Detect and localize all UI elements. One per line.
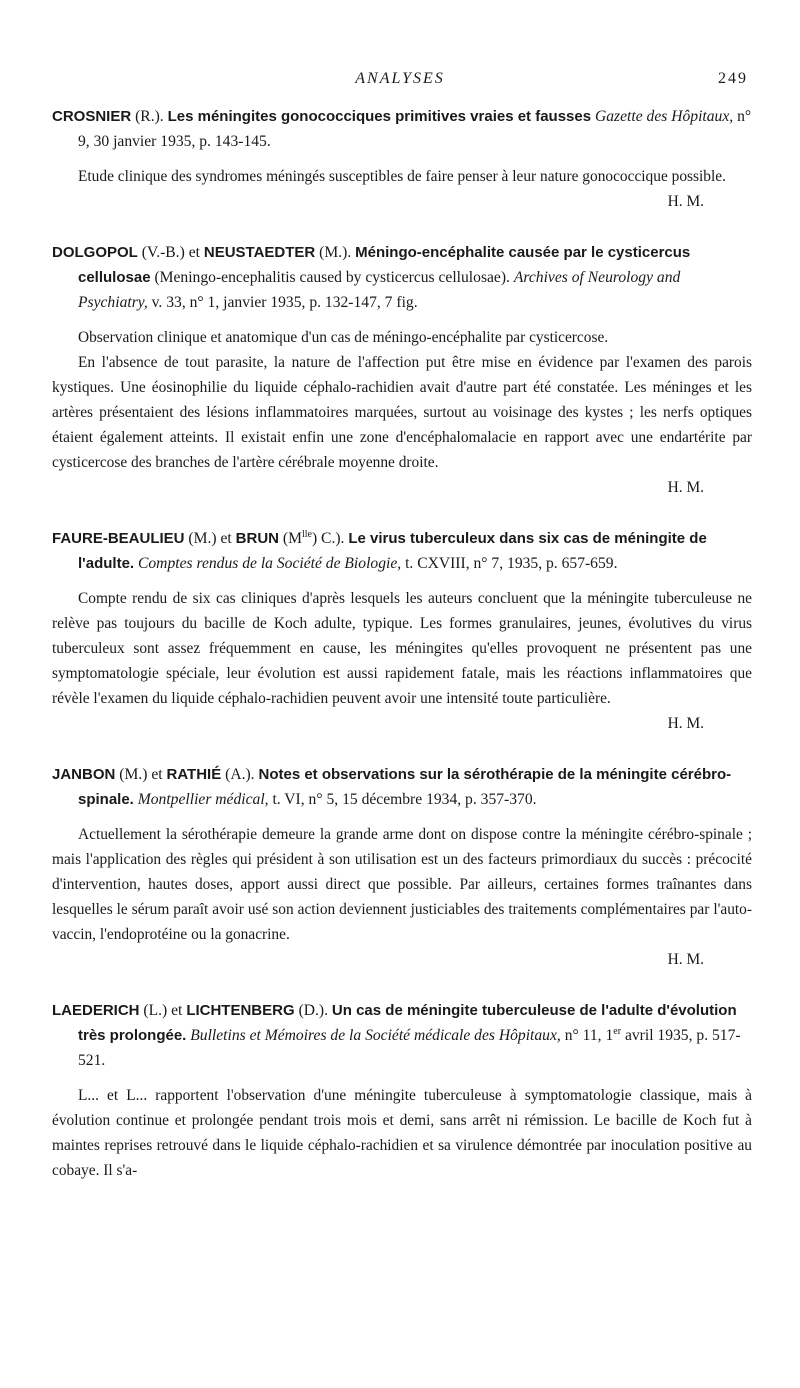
- author-initials: (M.): [188, 530, 217, 547]
- author-connector: et: [171, 1002, 183, 1019]
- author-initials: (A.).: [225, 766, 255, 783]
- reviewer-signature: H. M.: [667, 479, 704, 496]
- author-name: CROSNIER: [52, 108, 132, 125]
- author-name: LAEDERICH: [52, 1002, 140, 1019]
- article-title: Notes et observations sur la sérothérapie de la méningite cérébro-spinale.: [78, 766, 732, 808]
- abstract-paragraph: L... et L... rapportent l'observation d'une méningite tuberculeuse à symptomatologie classique, mais à évolution continue et prolongée pendant trois mois et demi, sans arrêt ni rémission. Le bacille de Koch fut à maintes reprises retrouvé dans le liquide céphalo-rachidien et sa virulence démontrée par inoculation positive au cobaye. Il s'a-: [52, 1087, 752, 1179]
- reviewer-signature: H. M.: [667, 715, 704, 732]
- abstract-entry: [52, 998, 752, 1183]
- journal-name: Comptes rendus de la Société de Biologie,: [137, 555, 402, 572]
- author-initials: (M.).: [319, 244, 352, 261]
- author-name: BRUN: [235, 530, 279, 547]
- publication-details: t. CXVIII, n° 7, 1935, p. 657-659.: [405, 555, 618, 572]
- author-name: FAURE-BEAULIEU: [52, 530, 185, 547]
- reference: [52, 240, 752, 315]
- abstract-entry: [52, 240, 752, 500]
- publication-details: t. VI, n° 5, 15 décembre 1934, p. 357-370.: [272, 791, 537, 808]
- reviewer-signature: H. M.: [667, 193, 704, 210]
- article-title: Les méningites gonococciques primitives vraies et fausses: [167, 108, 592, 125]
- author-initials: (R.).: [135, 108, 164, 125]
- abstracts-column: [52, 104, 752, 1183]
- publication-details: n° 9, 30 janvier 1935, p. 143-145.: [78, 108, 752, 150]
- title-translation: (Meningo-encephalitis caused by cysticercus cellulosae).: [154, 269, 510, 286]
- author-connector: et: [220, 530, 232, 547]
- abstract-entry: [52, 526, 752, 736]
- running-title: ANALYSES: [355, 70, 445, 87]
- publication-details: n° 11, 1er avril 1935, p. 517-521.: [78, 1025, 741, 1069]
- journal-name: Bulletins et Mémoires de la Société médicale des Hôpitaux,: [190, 1027, 561, 1044]
- article-title: Méningo-encéphalite causée par le cysticercus cellulosae: [78, 244, 691, 286]
- author-connector: et: [151, 766, 163, 783]
- publication-details: v. 33, n° 1, janvier 1935, p. 132-147, 7 fig.: [151, 294, 418, 311]
- abstract-entry: [52, 104, 752, 214]
- author-initials: (V.-B.): [141, 244, 185, 261]
- author-name: NEUSTAEDTER: [203, 244, 316, 261]
- journal-name: Archives of Neurology and Psychiatry,: [78, 269, 681, 311]
- abstract-paragraph: Compte rendu de six cas cliniques d'après lesquels les auteurs concluent que la méningite tuberculeuse ne relève pas toujours du bacille de Koch adulte, typique. Les formes granulaires, jeunes, évolutives du virus tuberculeux sont assez fréquemment en cause, les méningites qu'elles provoquent ne présentent pas une symptomatologie spéciale, leur évolution est aussi rapidement fatale, mais les réactions inflammatoires que révèle l'examen du liquide céphalo-rachidien peuvent avoir une intensité toute particulière.: [52, 590, 752, 707]
- reference: [52, 526, 752, 576]
- page-number: 249: [718, 70, 748, 87]
- running-head: [0, 70, 800, 92]
- author-name: RATHIÉ: [166, 766, 222, 783]
- abstract-paragraph: Etude clinique des syndromes méningés susceptibles de faire penser à leur nature gonococcique possible.: [78, 168, 726, 185]
- abstract-paragraph: En l'absence de tout parasite, la nature de l'affection put être mise en évidence par l'examen des parois kystiques. Une éosinophilie du liquide céphalo-rachidien avait d'autre part été constatée. Les méninges et les artères présentaient des lésions inflammatoires marquées, surtout au voisinage des kystes ; les nerfs optiques étaient également atteints. Il existait enfin une zone d'encéphalomalacie en rapport avec une endartérite par cysticercose des branches de l'artère cérébrale moyenne droite.: [52, 354, 752, 471]
- author-name: DOLGOPOL: [52, 244, 138, 261]
- author-initials: $(M^{lle})$ C.).: [282, 528, 345, 547]
- journal-name: Gazette des Hôpitaux,: [595, 108, 734, 125]
- abstract-paragraph: Observation clinique et anatomique d'un cas de méningo-encéphalite par cysticercose.: [78, 329, 609, 346]
- reviewer-signature: H. M.: [667, 951, 704, 968]
- author-initials: (D.).: [298, 1002, 329, 1019]
- author-name: LICHTENBERG: [186, 1002, 295, 1019]
- author-initials: (L.): [143, 1002, 168, 1019]
- article-title: Un cas de méningite tuberculeuse de l'adulte d'évolution très prolongée.: [78, 1002, 737, 1044]
- journal-name: Montpellier médical,: [137, 791, 269, 808]
- abstract-entry: [52, 762, 752, 972]
- reference: [52, 998, 752, 1073]
- author-initials: (M.): [119, 766, 148, 783]
- article-title: Le virus tuberculeux dans six cas de méningite de l'adulte.: [78, 530, 707, 572]
- abstract-paragraph: Actuellement la sérothérapie demeure la grande arme dont on dispose contre la méningite cérébro-spinale ; mais l'application des règles qui président à son utilisation est un des facteurs primordiaux du succès : précocité d'intervention, hautes doses, apport aussi direct que possible. Par ailleurs, certaines formes traînantes dans lesquelles le sérum paraît avoir usé son action deviennent justiciables des traitements complémentaires par l'auto-vaccin, l'endoprotéine ou la gonacrine.: [52, 826, 752, 943]
- author-connector: et: [188, 244, 200, 261]
- reference: [52, 104, 752, 154]
- author-name: JANBON: [52, 766, 116, 783]
- reference: [52, 762, 752, 812]
